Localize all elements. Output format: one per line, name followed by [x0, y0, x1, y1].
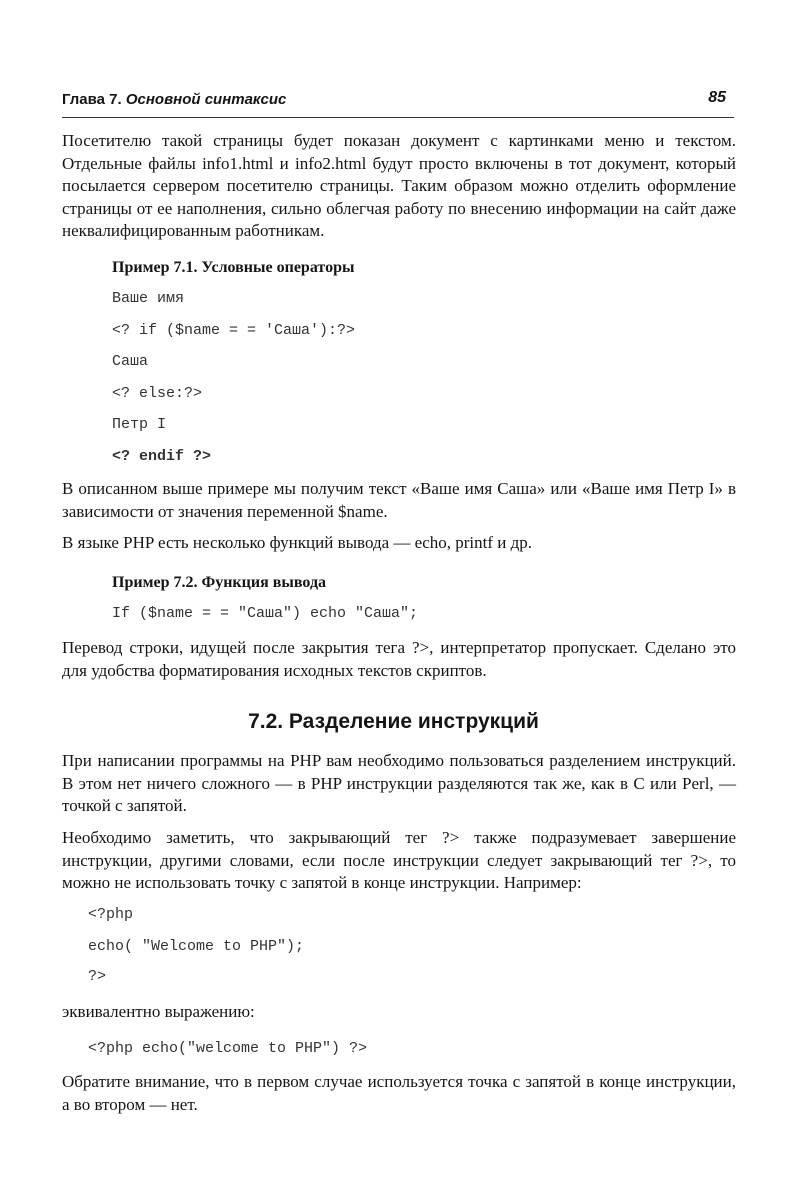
paragraph-note: Обратите внимание, что в первом случае используется точка с запятой в конце инструкции, а во втором — нет.: [62, 1072, 736, 1114]
section-title: 7.2. Разделение инструкций: [248, 710, 539, 733]
example-caption: Пример 7.1. Условные операторы: [112, 259, 355, 276]
page-number: 85: [708, 89, 726, 106]
paragraph-closing-tag: Необходимо заметить, что закрывающий тег ?> также подразумевает завершение инструкции, другими словами, если после инструкции следует закрывающий тег ?>, то можно не использовать точку с запятой в конце инструкции. Например:: [62, 828, 736, 892]
header-rule: [62, 117, 734, 118]
paragraph-result: В описанном выше примере мы получим текст «Ваше имя Саша» или «Ваше имя Петр I» в зависимости от значения переменной $name.: [62, 479, 736, 521]
code-line: Саша: [112, 353, 149, 370]
paragraph-output-functions: В языке PHP есть несколько функций вывода — echo, printf и др.: [62, 533, 533, 552]
example-caption: Пример 7.2. Функция вывода: [112, 574, 327, 591]
code-line: <?php: [88, 906, 134, 923]
code-line: echo( "Welcome to PHP");: [88, 938, 305, 955]
code-line: <? endif ?>: [112, 448, 212, 465]
code-line: Ваше имя: [112, 290, 185, 307]
running-header: [62, 91, 730, 115]
paragraph-separation: При написании программы на PHP вам необходимо пользоваться разделением инструкций. В этом нет ничего сложного — в PHP инструкции разделяются так же, как в C или Perl, — точкой с запятой.: [62, 751, 736, 815]
chapter-heading: [62, 91, 286, 108]
code-line: If ($name = = "Саша") echo "Саша";: [112, 605, 419, 622]
paragraph-equivalent: эквивалентно выражению:: [62, 1002, 255, 1021]
paragraph-newline: Перевод строки, идущей после закрытия тега ?>, интерпретатор пропускает. Сделано это для удобства форматирования исходных текстов скриптов.: [62, 638, 736, 680]
code-line: <?php echo("welcome to PHP") ?>: [88, 1040, 368, 1057]
code-line: ?>: [88, 968, 107, 985]
code-line: <? else:?>: [112, 385, 203, 402]
chapter-label: Глава 7.: [62, 91, 122, 108]
code-line: <? if ($name = = 'Саша'):?>: [112, 322, 356, 339]
chapter-title: Основной синтаксис: [125, 91, 287, 108]
code-line: Петр I: [112, 416, 167, 433]
paragraph-intro: Посетителю такой страницы будет показан документ с картинками меню и текстом. Отдельные файлы info1.html и info2.html будут просто включены в тот документ, который посылается сервером посетителю страницы. Таким образом можно отделить оформление страницы от ее наполнения, сильно облегчая работу по внесению информации на сайт даже неквалифицированным работникам.: [62, 131, 736, 240]
